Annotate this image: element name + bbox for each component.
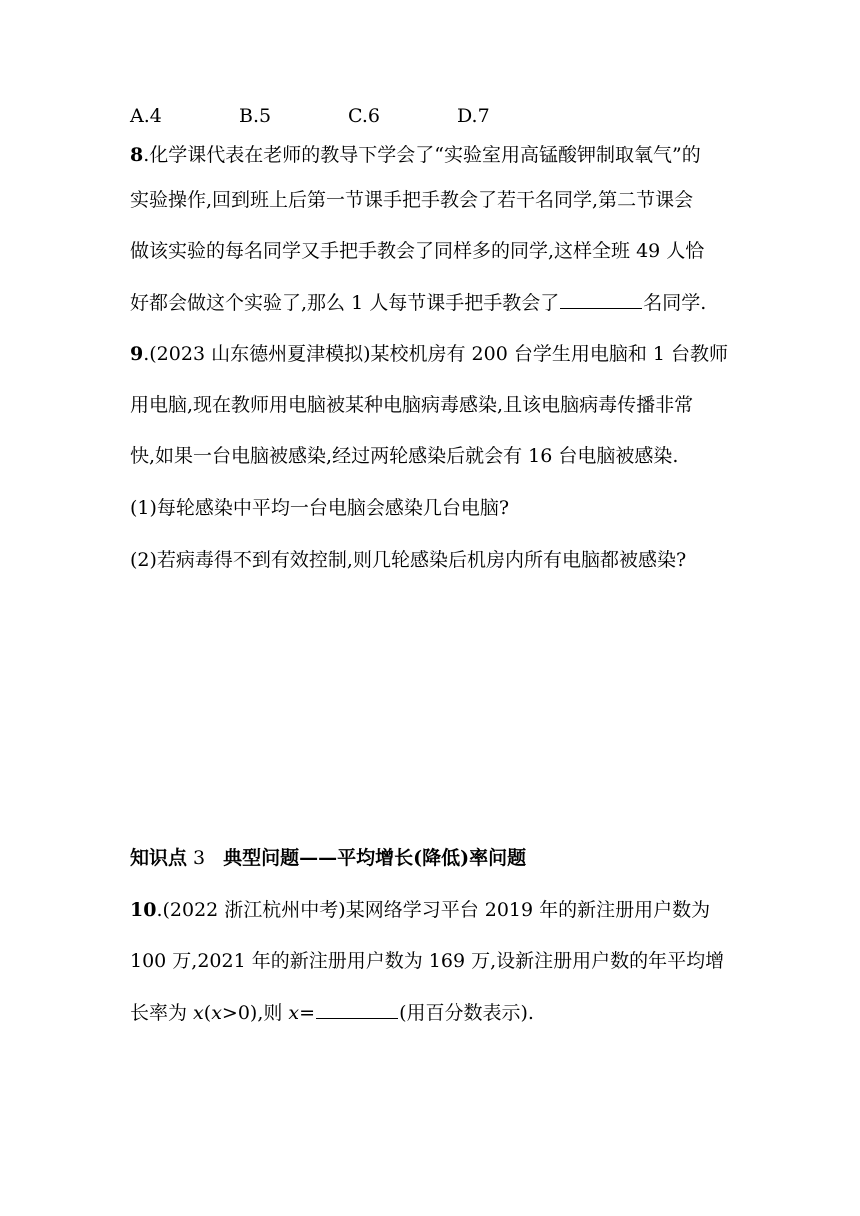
question-number: 10 bbox=[130, 899, 157, 921]
question-9-sub-1: (1)每轮感染中平均一台电脑会感染几台电脑? bbox=[130, 497, 510, 519]
question-9-line-2: 用电脑,现在教师用电脑被某种电脑病毒感染,且该电脑病毒传播非常 bbox=[130, 394, 694, 416]
option-c: C.6 bbox=[348, 105, 380, 127]
section-label: 知识点 bbox=[130, 847, 188, 869]
question-text: 长率为 bbox=[130, 1002, 194, 1024]
option-d: D.7 bbox=[457, 105, 490, 127]
question-text: = bbox=[299, 1002, 316, 1024]
question-text: .(2022 浙江杭州中考)某网络学习平台 2019 年的新注册用户数为 bbox=[156, 899, 711, 921]
answer-blank bbox=[316, 1000, 398, 1019]
section-heading bbox=[130, 846, 526, 870]
question-9-sub-2: (2)若病毒得不到有效控制,则几轮感染后机房内所有电脑都被感染? bbox=[130, 549, 687, 571]
question-text: 名同学. bbox=[643, 292, 707, 314]
question-text: .(2023 山东德州夏津模拟)某校机房有 200 台学生用电脑和 1 台教师 bbox=[143, 343, 729, 365]
option-b: B.5 bbox=[239, 105, 272, 127]
section-number: 3 bbox=[193, 847, 206, 869]
question-8-line-4 bbox=[130, 290, 706, 315]
question-text: (用百分数表示). bbox=[399, 1002, 534, 1024]
question-9-line-3: 快,如果一台电脑被感染,经过两轮感染后就会有 16 台电脑被感染. bbox=[130, 445, 679, 467]
answer-options bbox=[130, 104, 490, 128]
question-9-line-1 bbox=[130, 342, 728, 366]
question-number: 8 bbox=[130, 144, 144, 166]
variable-x: x bbox=[211, 1002, 222, 1024]
variable-x: x bbox=[288, 1002, 300, 1024]
question-8-line-1 bbox=[130, 143, 701, 167]
question-8-line-2: 实验操作,回到班上后第一节课手把手教会了若干名同学,第二节课会 bbox=[130, 189, 694, 211]
answer-blank bbox=[560, 290, 642, 309]
section-title: 典型问题——平均增长(降低)率问题 bbox=[223, 847, 527, 869]
question-text: >0),则 bbox=[221, 1002, 289, 1024]
question-text: .化学课代表在老师的教导下学会了“实验室用高锰酸钾制取氧气”的 bbox=[143, 144, 701, 166]
option-a: A.4 bbox=[130, 105, 162, 127]
question-text: ( bbox=[203, 1002, 212, 1024]
question-10-line-1 bbox=[130, 898, 710, 922]
question-text: 好都会做这个实验了,那么 1 人每节课手把手教会了 bbox=[130, 292, 560, 314]
variable-x: x bbox=[193, 1002, 204, 1024]
question-8-line-3: 做该实验的每名同学又手把手教会了同样多的同学,这样全班 49 人恰 bbox=[130, 240, 705, 262]
question-10-line-3 bbox=[130, 1000, 534, 1025]
question-10-line-2: 100 万,2021 年的新注册用户数为 169 万,设新注册用户数的年平均增 bbox=[130, 950, 725, 972]
question-number: 9 bbox=[130, 343, 144, 365]
